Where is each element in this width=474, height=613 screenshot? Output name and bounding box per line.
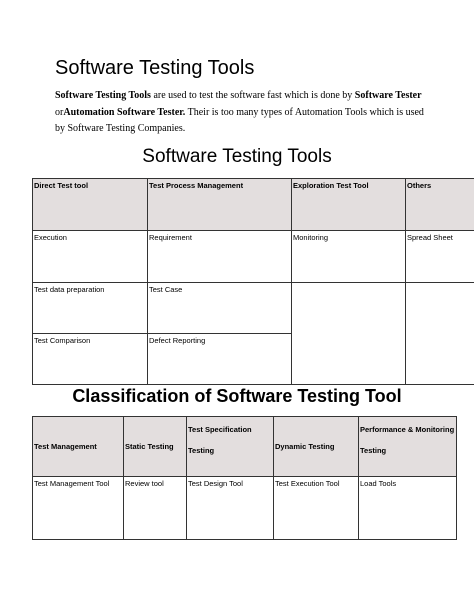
table-cell: Requirement (148, 231, 292, 283)
table2-header-cell: Test Management (33, 417, 124, 477)
table-cell: Monitoring (292, 231, 406, 283)
table-cell: Test Case (148, 283, 292, 334)
table2-title: Classification of Software Testing Tool (72, 386, 402, 406)
table-cell: Test Execution Tool (274, 477, 359, 540)
table-cell: Test Design Tool (187, 477, 274, 540)
table2-header-cell: Static Testing (124, 417, 187, 477)
table-row (33, 283, 474, 334)
table2-header-row (33, 417, 457, 477)
table-cell: Defect Reporting (148, 334, 292, 385)
table-cell: Test Comparison (33, 334, 148, 385)
table-cell: Test Management Tool (33, 477, 124, 540)
page-title: Software Testing Tools (55, 57, 255, 79)
intro-text-1: are used to test the software fast which is done by (150, 90, 355, 101)
intro-text-2: or (55, 106, 64, 118)
table-cell: Execution (33, 231, 148, 283)
table1-header-cell: Direct Test tool (33, 179, 148, 231)
intro-bold-automation: Automation Software Tester. (63, 106, 186, 118)
intro-bold-tester: Software Tester (354, 90, 422, 101)
table2-header-cell: Performance & Monitoring Testing (359, 417, 457, 477)
table-cell: Load Tools (359, 477, 457, 540)
table-cell-empty (406, 283, 474, 385)
table-cell: Review tool (124, 477, 187, 540)
intro-text-3: Their is too many types of Automation Tools which is used by Software Testing Companies. (55, 106, 424, 134)
classification-table (32, 416, 457, 540)
table1-header-cell: Exploration Test Tool (292, 179, 406, 231)
testing-tools-table (32, 178, 474, 385)
table2-header-cell: Dynamic Testing (274, 417, 359, 477)
table1-header-row (33, 179, 474, 231)
table-row (33, 231, 474, 283)
intro-paragraph (55, 88, 425, 138)
intro-bold-tools: Software Testing Tools (55, 90, 151, 101)
table-row (33, 477, 457, 540)
table-cell: Test data preparation (33, 283, 148, 334)
table2-header-cell: Test Specification Testing (187, 417, 274, 477)
table1-header-cell: Others (406, 179, 474, 231)
table-cell: Spread Sheet (406, 231, 474, 283)
table1-title: Software Testing Tools (142, 146, 332, 167)
table1-header-cell: Test Process Management (148, 179, 292, 231)
table-cell-empty (292, 283, 406, 385)
